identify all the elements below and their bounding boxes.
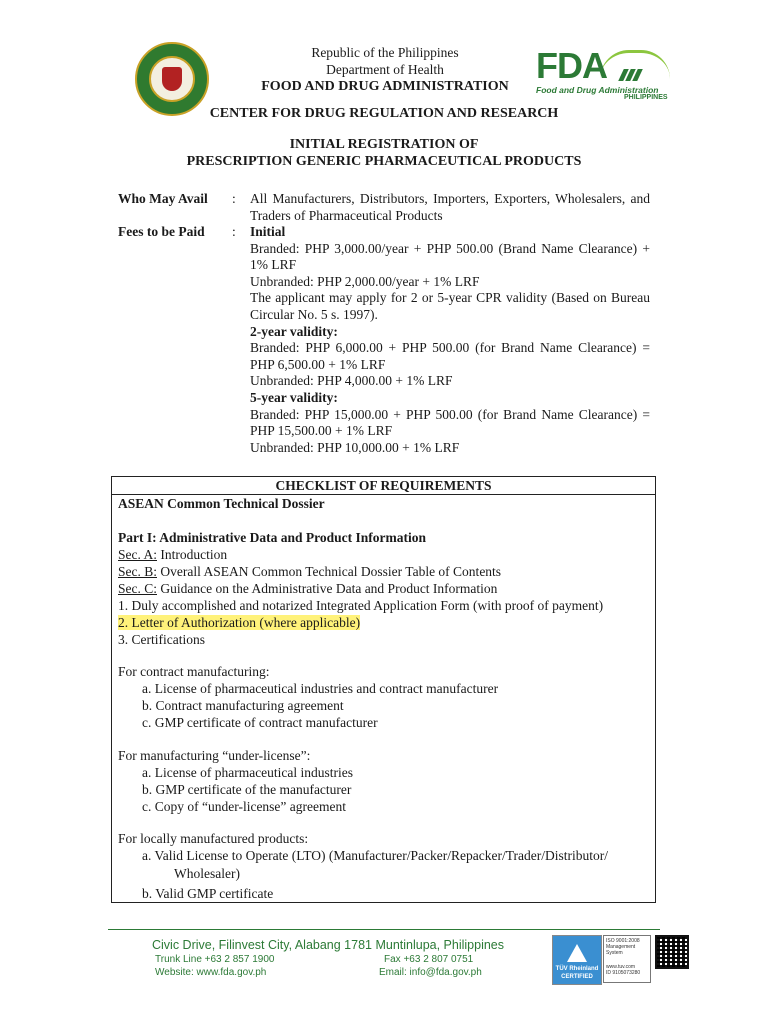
- checklist-item-1: 1. Duly accomplished and notarized Integrated Application Form (with proof of payment): [118, 598, 604, 613]
- footer-email: Email: info@fda.gov.ph: [379, 967, 482, 978]
- tuv-name: TÜV Rheinland: [555, 966, 599, 972]
- fees-2yr-unbranded: Unbranded: PHP 4,000.00 + 1% LRF: [250, 373, 453, 389]
- local-heading: For locally manufactured products:: [118, 831, 309, 846]
- checklist-title: CHECKLIST OF REQUIREMENTS: [112, 477, 655, 495]
- header-department: Department of Health: [326, 62, 444, 77]
- checklist-sec-b: [118, 563, 501, 580]
- checklist-item-2: [118, 614, 360, 631]
- iso-id: ID 9105073280: [606, 970, 641, 976]
- sec-a-label: Sec. A:: [118, 547, 157, 562]
- contract-heading: For contract manufacturing:: [118, 664, 270, 679]
- fees-initial-heading: Initial: [250, 224, 286, 239]
- fees-5yr-heading: 5-year validity:: [250, 389, 338, 405]
- fees-colon: :: [232, 224, 236, 239]
- fees-2yr-heading: 2-year validity:: [250, 323, 338, 339]
- footer-trunk: Trunk Line +63 2 857 1900: [155, 954, 275, 965]
- tuv-label: CERTIFIED: [561, 974, 593, 980]
- iso-url: www.tuv.com: [606, 964, 636, 970]
- contract-item-b: b. Contract manufacturing agreement: [142, 698, 344, 713]
- contract-item-a: a. License of pharmaceutical industries and contract manufacturer: [142, 681, 499, 696]
- qr-code-icon: [655, 935, 689, 969]
- fda-logo-subtitle: Food and Drug Administration: [536, 85, 659, 95]
- header-republic: Republic of the Philippines: [311, 45, 459, 60]
- page-title-line1: INITIAL REGISTRATION OF: [289, 137, 479, 152]
- contract-item-c: c. GMP certificate of contract manufacturer: [142, 715, 378, 730]
- fda-logo-letters: FDA: [536, 45, 607, 86]
- sec-b-label: Sec. B:: [118, 564, 157, 579]
- checklist-dossier: ASEAN Common Technical Dossier: [118, 496, 325, 511]
- checklist-table: [111, 476, 656, 903]
- license-item-a: a. License of pharmaceutical industries: [142, 765, 354, 780]
- local-item-a: a. Valid License to Operate (LTO) (Manufacturer/Packer/Repacker/Trader/Distributor/: [142, 848, 608, 863]
- checklist-sec-a: [118, 546, 227, 563]
- checklist-item-3: 3. Certifications: [118, 632, 205, 647]
- iso-text: ISO 9001:2008 Management System: [606, 938, 640, 956]
- fees-initial-unbranded: Unbranded: PHP 2,000.00/year + 1% LRF: [250, 273, 480, 289]
- fees-2yr-branded: Branded: PHP 6,000.00 + PHP 500.00 (for Brand Name Clearance) = PHP 6,500.00 + 1% LRF: [250, 340, 650, 372]
- license-item-b: b. GMP certificate of the manufacturer: [142, 782, 352, 797]
- page-title-line2: PRESCRIPTION GENERIC PHARMACEUTICAL PRODUCTS: [186, 154, 582, 169]
- fees-label: Fees to be Paid: [118, 224, 205, 239]
- footer-divider: [108, 929, 660, 930]
- license-heading: For manufacturing “under-license”:: [118, 748, 311, 763]
- fees-block: [250, 224, 650, 456]
- local-item-b: b. Valid GMP certificate: [142, 886, 274, 901]
- sec-a-text: Introduction: [157, 547, 228, 562]
- checklist-sec-c: [118, 580, 497, 597]
- footer-website: Website: www.fda.gov.ph: [155, 967, 267, 978]
- who-label: Who May Avail: [118, 191, 208, 206]
- footer-address: Civic Drive, Filinvest City, Alabang 1781 Muntinlupa, Philippines: [151, 938, 505, 952]
- checklist-part1: Part I: Administrative Data and Product Information: [118, 530, 426, 545]
- fees-validity-note: The applicant may apply for 2 or 5-year CPR validity (Based on Bureau Circular No. 5 s. 1997).: [250, 290, 650, 322]
- fees-5yr-branded: Branded: PHP 15,000.00 + PHP 500.00 (for Brand Name Clearance) = PHP 15,500.00 + 1% LRF: [250, 406, 650, 439]
- header-agency: FOOD AND DRUG ADMINISTRATION: [261, 79, 509, 94]
- local-item-a-cont: Wholesaler): [174, 866, 240, 881]
- sec-b-text: Overall ASEAN Common Technical Dossier Table of Contents: [157, 564, 502, 579]
- fees-initial-branded: Branded: PHP 3,000.00/year + PHP 500.00 (Brand Name Clearance) + 1% LRF: [250, 240, 650, 273]
- checklist-item-2-highlight: 2. Letter of Authorization (where applicable): [118, 615, 361, 630]
- tuv-certified-logo: [552, 935, 602, 985]
- center-name: CENTER FOR DRUG REGULATION AND RESEARCH: [209, 106, 559, 121]
- who-value: All Manufacturers, Distributors, Importers, Exporters, Wholesalers, and Traders of Pharmaceutical Products: [250, 191, 650, 223]
- license-item-c: c. Copy of “under-license” agreement: [142, 799, 347, 814]
- sec-c-text: Guidance on the Administrative Data and Product Information: [157, 581, 498, 596]
- fda-logo-country: PHILIPPINES: [624, 94, 668, 101]
- footer-fax: Fax +63 2 807 0751: [384, 954, 474, 965]
- sec-c-label: Sec. C:: [118, 581, 157, 596]
- fda-logo: [536, 45, 668, 101]
- who-colon: :: [232, 191, 236, 206]
- doh-seal-logo: [135, 42, 209, 116]
- fees-5yr-unbranded: Unbranded: PHP 10,000.00 + 1% LRF: [250, 439, 460, 455]
- iso-certification-box: [603, 935, 651, 983]
